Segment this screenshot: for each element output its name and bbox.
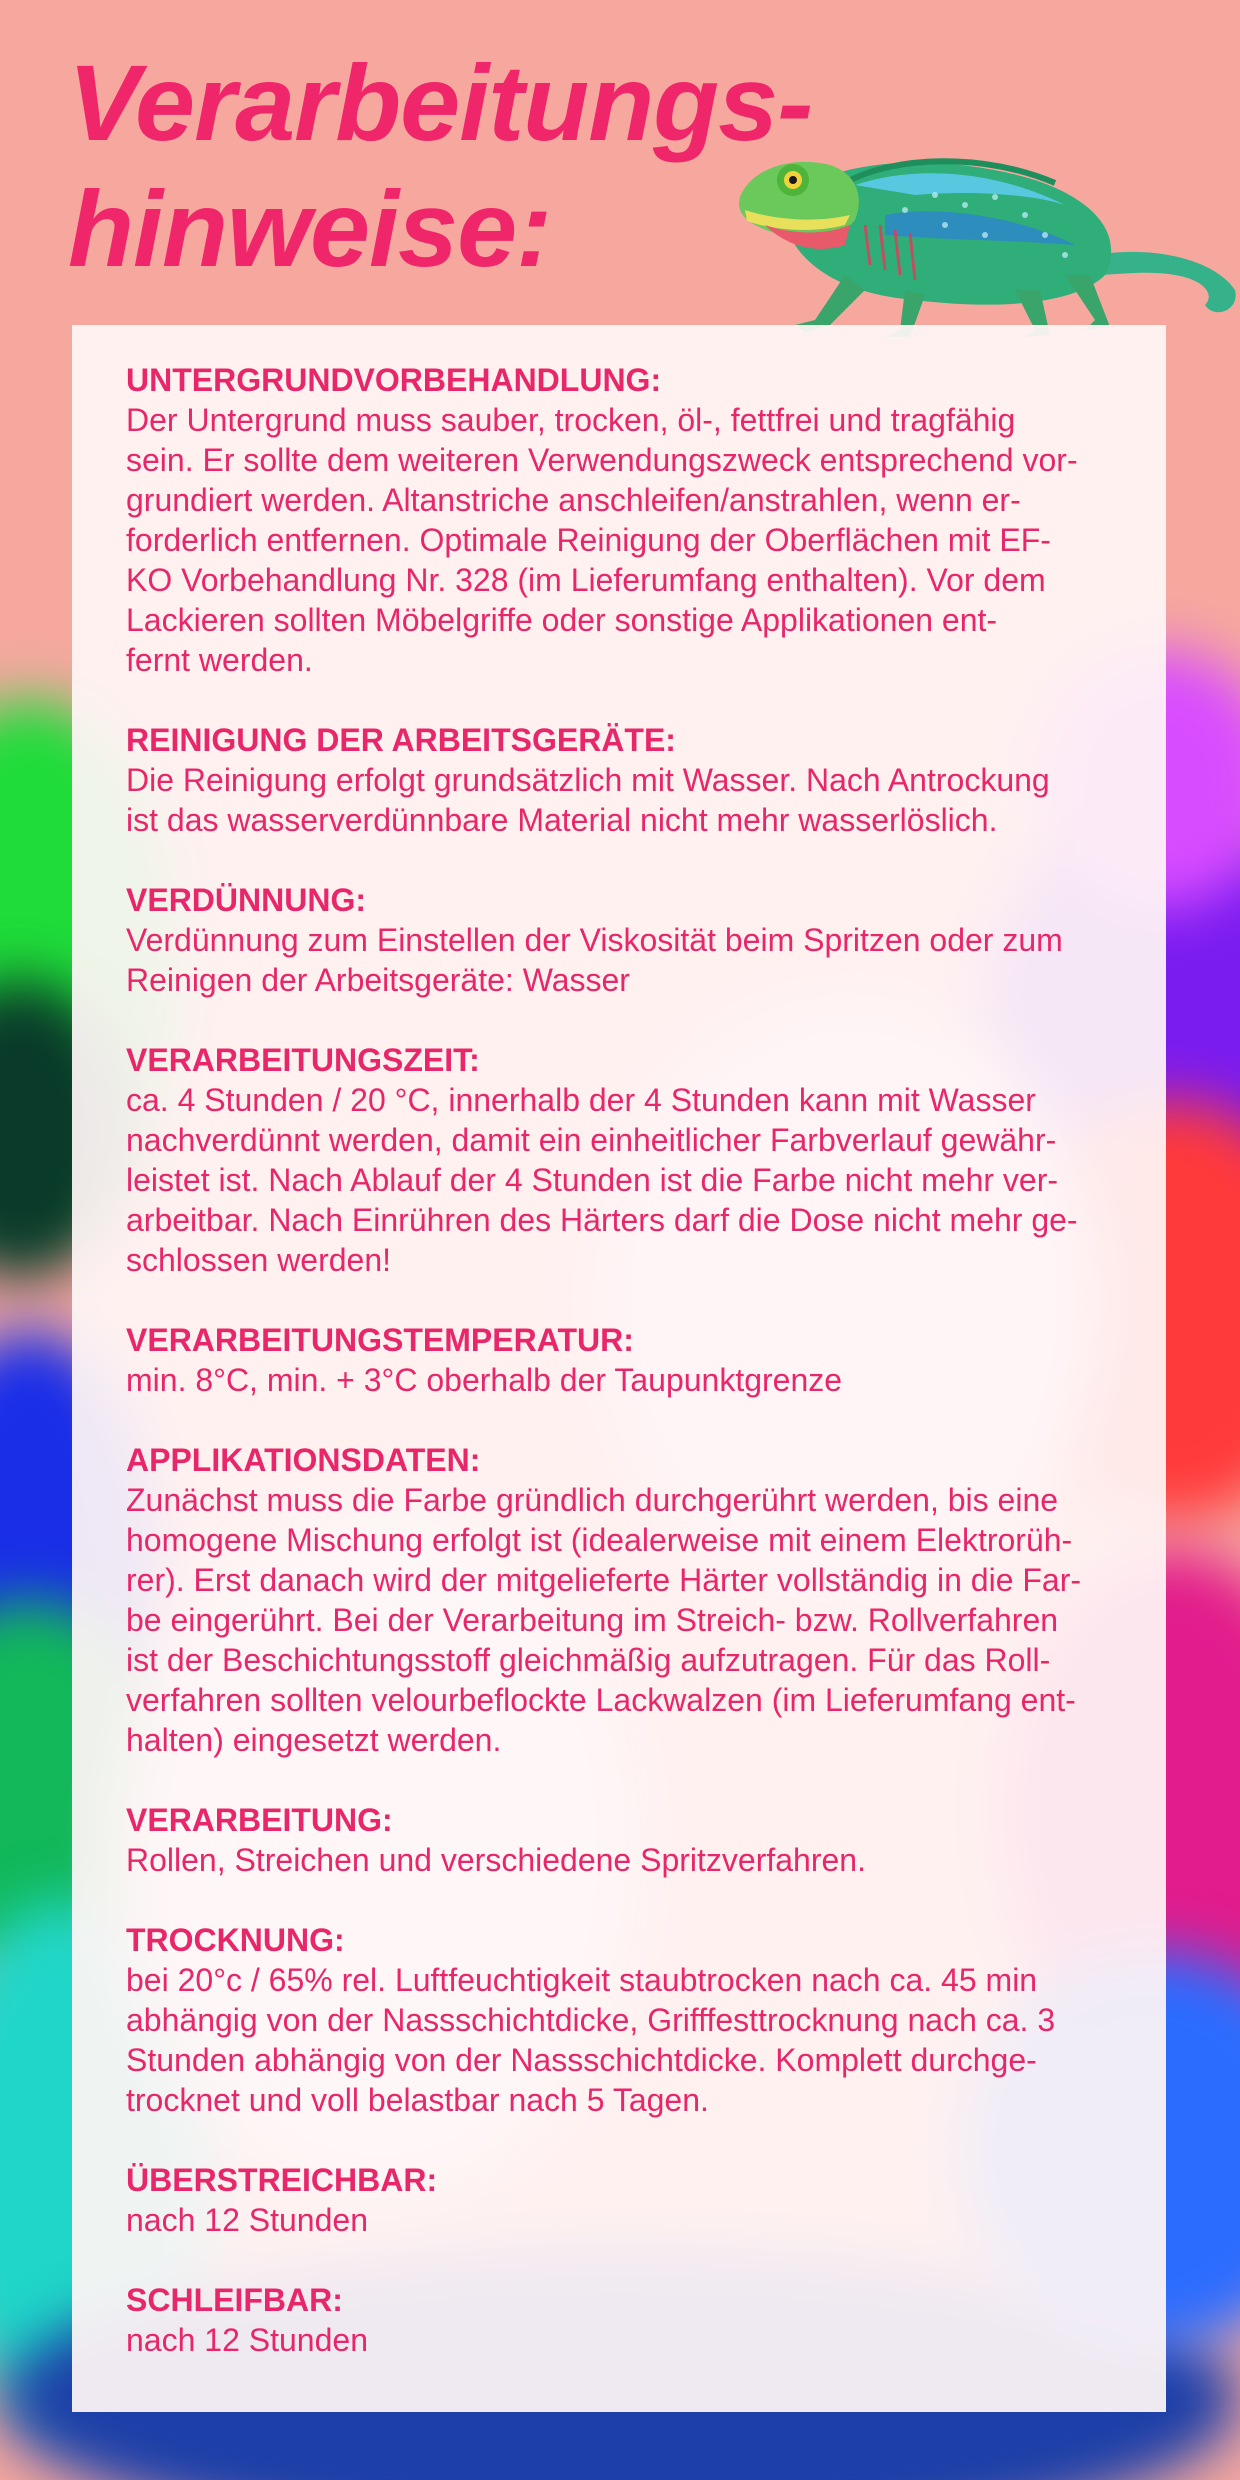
section-body (126, 400, 1116, 680)
section-line: leistet ist. Nach Ablauf der 4 Stunden ist die Farbe nicht mehr ver- (126, 1162, 1059, 1198)
section-line: be eingerührt. Bei der Verarbeitung im Streich- bzw. Rollverfahren (126, 1602, 1059, 1638)
section-line: abhängig von der Nassschichtdicke, Grifffesttrocknung nach ca. 3 (126, 2002, 1056, 2038)
section-line: schlossen werden! (126, 1242, 392, 1278)
instruction-section (126, 1920, 1116, 2120)
processing-instructions (126, 360, 1116, 2400)
section-body (126, 1360, 1116, 1400)
section-line: rer). Erst danach wird der mitgelieferte Härter vollständig in die Far- (126, 1562, 1082, 1598)
section-line: Rollen, Streichen und verschiedene Spritzverfahren. (126, 1842, 866, 1878)
title-line-1: Verarbeitungs- (68, 42, 813, 163)
section-line: ist der Beschichtungsstoff gleichmäßig aufzutragen. Für das Roll- (126, 1642, 1051, 1678)
section-line: verfahren sollten velourbeflockte Lackwalzen (im Lieferumfang ent- (126, 1682, 1076, 1718)
section-line: arbeitbar. Nach Einrühren des Härters darf die Dose nicht mehr ge- (126, 1202, 1078, 1238)
section-body (126, 1080, 1116, 1280)
section-heading: SCHLEIFBAR: (126, 2282, 343, 2318)
instruction-section (126, 1320, 1116, 1400)
section-heading: VERARBEITUNGSTEMPERATUR: (126, 1322, 634, 1358)
section-line: nach 12 Stunden (126, 2322, 368, 2358)
section-line: sein. Er sollte dem weiteren Verwendungszweck entsprechend vor- (126, 442, 1078, 478)
section-line: forderlich entfernen. Optimale Reinigung der Oberflächen mit EF- (126, 522, 1051, 558)
instruction-section (126, 1440, 1116, 1760)
section-line: trocknet und voll belastbar nach 5 Tagen. (126, 2082, 709, 2118)
section-heading: ÜBERSTREICHBAR: (126, 2162, 438, 2198)
section-body (126, 1960, 1116, 2120)
section-line: Der Untergrund muss sauber, trocken, öl-, fettfrei und tragfähig (126, 402, 1016, 438)
section-heading: APPLIKATIONSDATEN: (126, 1442, 481, 1478)
section-line: Reinigen der Arbeitsgeräte: Wasser (126, 962, 630, 998)
section-line: KO Vorbehandlung Nr. 328 (im Lieferumfang enthalten). Vor dem (126, 562, 1046, 598)
section-line: fernt werden. (126, 642, 313, 678)
instruction-section (126, 1040, 1116, 1280)
section-heading: VERDÜNNUNG: (126, 882, 366, 918)
section-heading: UNTERGRUNDVORBEHANDLUNG: (126, 362, 662, 398)
section-body (126, 2320, 1116, 2360)
section-line: Verdünnung zum Einstellen der Viskosität beim Spritzen oder zum (126, 922, 1063, 958)
chameleon-icon (735, 125, 1240, 340)
section-body (126, 1480, 1116, 1760)
instruction-section (126, 880, 1116, 1000)
instruction-section (126, 360, 1116, 680)
section-body (126, 1840, 1116, 1880)
section-line: homogene Mischung erfolgt ist (idealerweise mit einem Elektrorüh- (126, 1522, 1073, 1558)
instruction-section (126, 1800, 1116, 1880)
section-line: Die Reinigung erfolgt grundsätzlich mit Wasser. Nach Antrockung (126, 762, 1050, 798)
section-heading: VERARBEITUNGSZEIT: (126, 1042, 480, 1078)
instruction-section (126, 720, 1116, 840)
section-line: halten) eingesetzt werden. (126, 1722, 502, 1758)
section-line: Stunden abhängig von der Nassschichtdicke. Komplett durchge- (126, 2042, 1037, 2078)
section-body (126, 2200, 1116, 2240)
section-line: Lackieren sollten Möbelgriffe oder sonstige Applikationen ent- (126, 602, 998, 638)
instruction-section (126, 2280, 1116, 2360)
section-heading: TROCKNUNG: (126, 1922, 345, 1958)
section-line: min. 8°C, min. + 3°C oberhalb der Taupunktgrenze (126, 1362, 843, 1398)
section-body (126, 920, 1116, 1000)
section-heading: REINIGUNG DER ARBEITSGERÄTE: (126, 722, 676, 758)
title-line-2: hinweise: (68, 168, 552, 289)
section-line: grundiert werden. Altanstriche anschleifen/anstrahlen, wenn er- (126, 482, 1021, 518)
section-line: ca. 4 Stunden / 20 °C, innerhalb der 4 Stunden kann mit Wasser (126, 1082, 1036, 1118)
section-line: ist das wasserverdünnbare Material nicht mehr wasserlöslich. (126, 802, 998, 838)
instruction-section (126, 2160, 1116, 2240)
section-line: Zunächst muss die Farbe gründlich durchgerührt werden, bis eine (126, 1482, 1059, 1518)
section-body (126, 760, 1116, 840)
section-line: nachverdünnt werden, damit ein einheitlicher Farbverlauf gewähr- (126, 1122, 1057, 1158)
page-title (68, 40, 812, 292)
section-line: bei 20°c / 65% rel. Luftfeuchtigkeit staubtrocken nach ca. 45 min (126, 1962, 1038, 1998)
section-heading: VERARBEITUNG: (126, 1802, 393, 1838)
section-line: nach 12 Stunden (126, 2202, 368, 2238)
